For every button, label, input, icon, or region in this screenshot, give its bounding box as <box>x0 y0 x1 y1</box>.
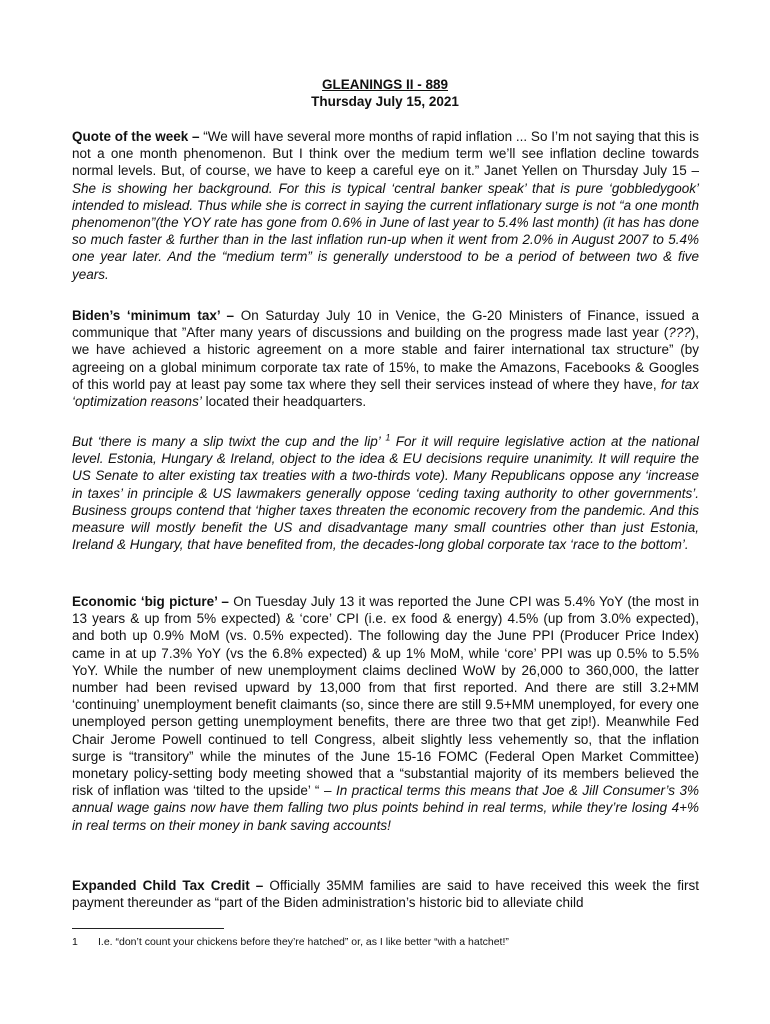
footnote <box>72 935 699 949</box>
economic-text: On Tuesday July 13 it was reported the June CPI was 5.4% YoY (the most in 13 years & up from 5% expected) & ‘core’ CPI (i.e. ex food & energy) 4.5% (up from 3.0% expected), and both up 0.9% MoM (vs. 0.5% expected). The following day the June PPI (Producer Price Index) came in at up 7.3% YoY (vs the 6.8% expected) & up 1% MoM, while ‘core’ PPI was up 0.5% to 5.5% YoY. While the number of new unemployment claims declined WoW by 26,000 to 360,000, the latter number had been revised upward by 13,000 from that first reported. And there are still 3.2+MM ‘continuing’ unemployment benefit claimants (so, since there are still 9.5+MM unemployed, for every one unemployed person getting unemployment benefits, there are three two that get zip!). Meanwhile Fed Chair Jerome Powell continued to tell Congress, albeit slightly less vehemently so, that the inflation surge is “transitory” while the minutes of the June 15-16 FOMC (Federal Open Market Committee) monetary policy-setting body meeting showed that a “substantial majority of its members believed the risk of inflation was ‘tilted to the upside’ “ – <box>72 594 699 799</box>
child-tax-credit-paragraph <box>72 877 699 911</box>
economic-comment: In practical terms this means that Joe & Jill Consumer’s 3% annual wage gains now have them falling two plus points behind in real terms, while they’re losing 4+% in real terms on their money in bank saving accounts! <box>72 783 699 833</box>
footnote-text: I.e. “don’t count your chickens before they’re hatched” or, as I like better “with a hatchet!” <box>98 936 509 948</box>
minimum-tax-text-b: ), we have achieved a historic agreement on a more stable and fairer international tax structure” (by agreeing on a global minimum corporate tax rate of 15%, to make the Amazons, Facebooks & Googles of this world pay at least pay some tax where they sell their services instead of where they have, <box>72 325 699 392</box>
slip-paragraph <box>72 433 699 553</box>
minimum-tax-text-a: On Saturday July 10 in Venice, the G-20 Ministers of Finance, issued a communique that ”After many years of discussions and building on the progress made last year ( <box>72 308 699 341</box>
slip-text-b: For it will require legislative action at the national level. Estonia, Hungary & Ireland, object to the idea & EU decisions require unanimity. It will require the US Senate to alter existing tax treaties with a two-thirds vote). Many Republicans oppose any ‘increase in taxes’ in principle & US lawmakers generally oppose ‘ceding taxing authority to other governments’. Business groups contend that ‘higher taxes threaten the economic recovery from the pandemic. And this measure will mostly benefit the US and disadvantage many small countries other than just Estonia, Ireland & Hungary, that have benefited from, the decades-long global corporate tax ‘race to the bottom’. <box>72 434 699 553</box>
minimum-tax-text-d: located their headquarters. <box>205 394 367 410</box>
child-tax-heading: Expanded Child Tax Credit – <box>72 878 264 893</box>
quote-comment: She is showing her background. For this is typical ‘central banker speak’ that is pure ‘gobbledygook’ intended to mislead. Thus while she is correct in saying the current inflationary surge is not “a one month phenomenon”(the YOY rate has gone from 0.6% in June of last year to 5.4% last month) (it has has done so much faster & further than in the last inflation run-up when it went from 2.0% in August 2007 to 5.4% one year later. And the “medium term” is generally understood to be a period of between two & five years. <box>72 180 699 282</box>
minimum-tax-paragraph <box>72 307 699 410</box>
minimum-tax-question-marks: ??? <box>668 325 691 341</box>
slip-text-a: But ‘there is many a slip twixt the cup and the lip’ <box>72 434 381 449</box>
minimum-tax-italic-phrase: for tax ‘optimization reasons’ <box>72 376 699 410</box>
quote-of-the-week-paragraph <box>72 128 699 283</box>
child-tax-text: Officially 35MM families are said to have received this week the first payment thereunder as “part of the Biden administration’s historic bid to alleviate child <box>72 878 699 911</box>
minimum-tax-heading: Biden’s ‘minimum tax’ – <box>72 308 235 323</box>
economic-heading: Economic ‘big picture’ – <box>72 594 229 609</box>
footnote-reference[interactable]: 1 <box>385 432 391 443</box>
footnote-divider <box>72 928 224 929</box>
quote-text: “We will have several more months of rapid inflation ... So I’m not saying that this is not a one month phenomenon. But I think over the medium term we’ll see inflation decline towards normal levels. But, of course, we have to keep a careful eye on it.” Janet Yellen on Thursday July 15 – <box>72 129 700 179</box>
document-title: GLEANINGS II - 889 <box>321 77 449 92</box>
document-date: Thursday July 15, 2021 <box>311 94 459 109</box>
quote-heading: Quote of the week – <box>72 129 200 144</box>
economic-big-picture-paragraph <box>72 593 699 834</box>
footnote-number: 1 <box>72 936 78 948</box>
